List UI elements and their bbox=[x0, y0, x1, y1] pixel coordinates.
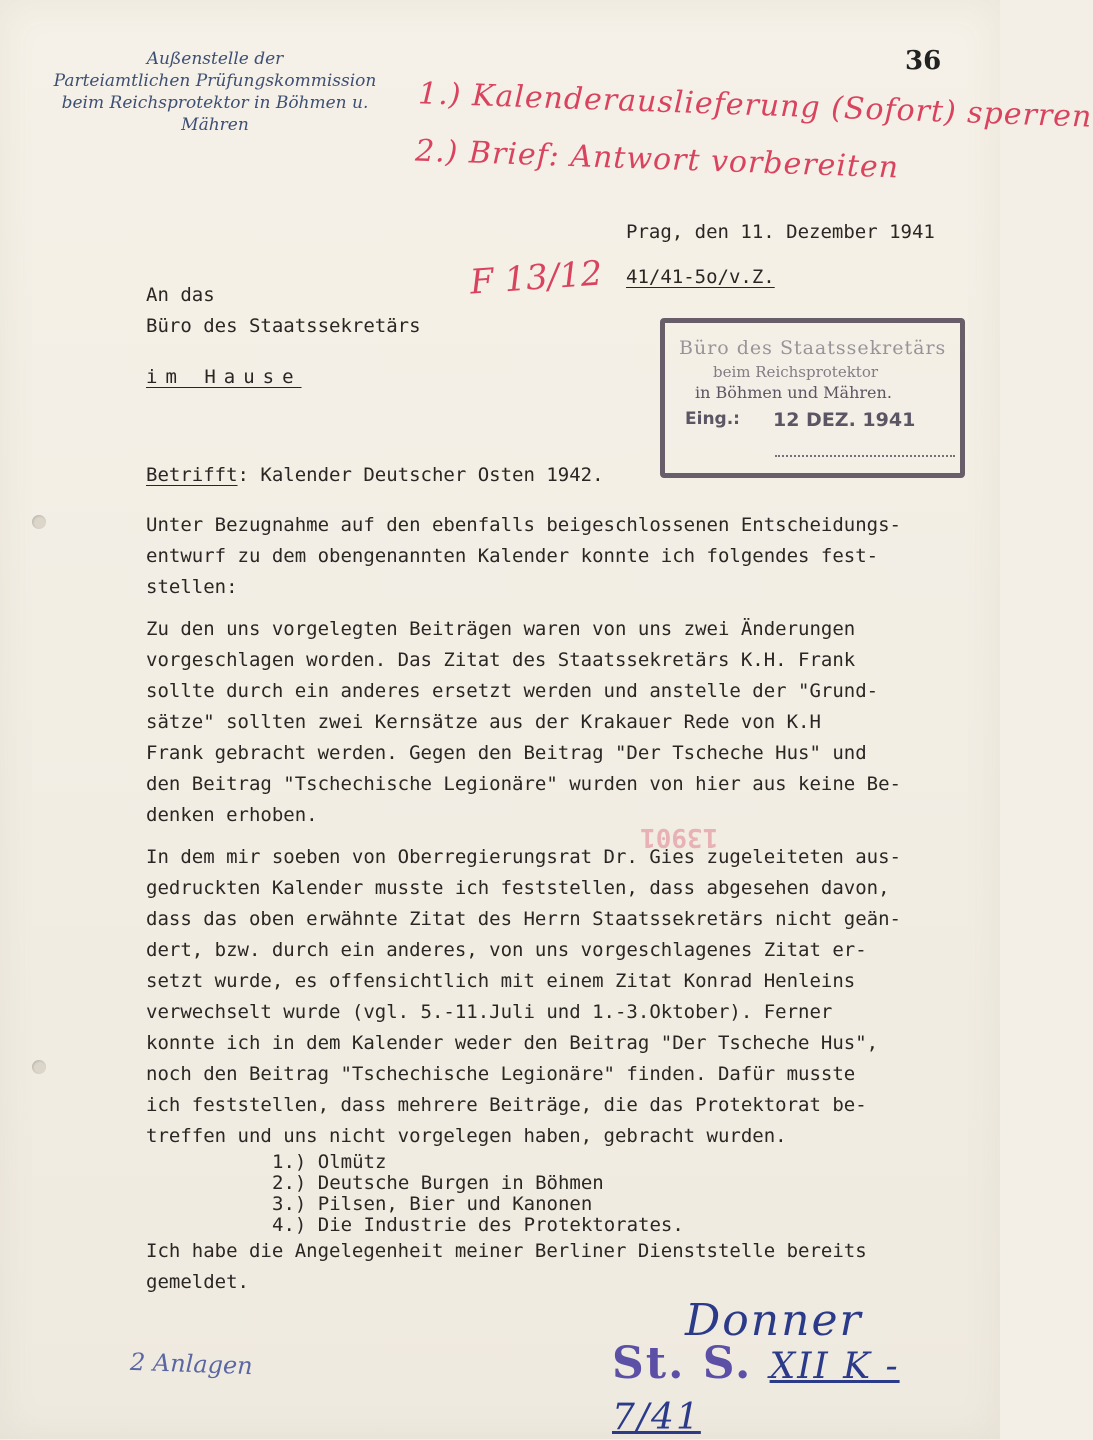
list-item: 4.) Die Industrie des Protektorates. bbox=[272, 1214, 684, 1236]
body-line: gedruckten Kalender musste ich feststellen, dass abgesehen davon, bbox=[146, 877, 890, 899]
punch-hole bbox=[32, 515, 46, 529]
faded-number-stamp: 13901 bbox=[640, 822, 719, 852]
received-stamp bbox=[660, 318, 965, 478]
body-line: Ich habe die Angelegenheit meiner Berliner Dienststelle bereits bbox=[146, 1240, 867, 1262]
body-line: verwechselt wurde (vgl. 5.-11.Juli und 1.-3.Oktober). Ferner bbox=[146, 1001, 833, 1023]
paragraph-1 bbox=[146, 510, 901, 603]
letterhead-line: beim Reichsprotektor in Böhmen u. bbox=[61, 93, 369, 113]
body-line: setzt wurde, es offensichtlich mit einem Zitat Konrad Henleins bbox=[146, 970, 856, 992]
enclosures-note: 2 Anlagen bbox=[129, 1347, 254, 1381]
body-line: konnte ich in dem Kalender weder den Beitrag "Der Tscheche Hus", bbox=[146, 1032, 879, 1054]
body-line: Unter Bezugnahme auf den ebenfalls beigeschlossenen Entscheidungs- bbox=[146, 514, 901, 536]
stamp-label: Eing.: bbox=[685, 409, 740, 429]
file-reference-stamp bbox=[612, 1338, 1000, 1440]
place-date: Prag, den 11. Dezember 1941 bbox=[626, 221, 935, 243]
stamp-date: 12 DEZ. 1941 bbox=[773, 409, 916, 431]
recipient-line: im Hause bbox=[146, 366, 302, 388]
body-line: sätze" sollten zwei Kernsätze aus der Krakauer Rede von K.H bbox=[146, 711, 821, 733]
body-line: Zu den uns vorgelegten Beiträgen waren von uns zwei Änderungen bbox=[146, 618, 856, 640]
handwritten-initials: F 13/12 bbox=[468, 253, 604, 303]
page-number: 36 bbox=[905, 46, 942, 76]
list-item: 1.) Olmütz bbox=[272, 1151, 387, 1173]
body-line: stellen: bbox=[146, 576, 238, 598]
body-line: Frank gebracht werden. Gegen den Beitrag "Der Tscheche Hus" und bbox=[146, 742, 867, 764]
handwritten-note-1: 1.) Kalenderauslieferung (Sofort) sperren bbox=[417, 76, 1093, 135]
letterhead-line: Parteiamtlichen Prüfungskommission bbox=[53, 71, 377, 91]
stamp-dotted-line bbox=[775, 455, 955, 457]
recipient-line: Büro des Staatssekretärs bbox=[146, 315, 421, 337]
body-line: denken erhoben. bbox=[146, 804, 318, 826]
reference-number: 41/41-5o/v.Z. bbox=[626, 266, 775, 288]
body-line: noch den Beitrag "Tschechische Legionäre" finden. Dafür musste bbox=[146, 1063, 856, 1085]
body-line: ich feststellen, dass mehrere Beiträge, die das Protektorat be- bbox=[146, 1094, 867, 1116]
body-line: dass das oben erwähnte Zitat des Herrn Staatssekretärs nicht geän- bbox=[146, 908, 901, 930]
stamp-line: in Böhmen und Mähren. bbox=[695, 383, 892, 402]
stamp-line: beim Reichsprotektor bbox=[713, 363, 879, 381]
handwritten-note-2: 2.) Brief: Antwort vorbereiten bbox=[414, 133, 900, 186]
recipient-line: An das bbox=[146, 284, 215, 306]
body-line: sollte durch ein anderes ersetzt werden und anstelle der "Grund- bbox=[146, 680, 879, 702]
punch-hole bbox=[32, 1060, 46, 1074]
letterhead-stamp bbox=[50, 48, 380, 136]
enumerated-list bbox=[272, 1152, 684, 1236]
body-line: vorgeschlagen worden. Das Zitat des Staatssekretärs K.H. Frank bbox=[146, 649, 856, 671]
list-item: 2.) Deutsche Burgen in Böhmen bbox=[272, 1172, 604, 1194]
letterhead-line: Mähren bbox=[181, 115, 249, 135]
paragraph-4 bbox=[146, 1236, 867, 1298]
handwritten-signature: Donner bbox=[685, 1295, 863, 1346]
paragraph-2 bbox=[146, 614, 901, 831]
subject-label: Betrifft bbox=[146, 464, 238, 486]
body-line: In dem mir soeben von Oberregierungsrat Dr. Gies zugeleiteten aus- bbox=[146, 846, 901, 868]
body-line: gemeldet. bbox=[146, 1271, 249, 1293]
subject-line bbox=[146, 460, 604, 491]
subject-text: : Kalender Deutscher Osten 1942. bbox=[237, 464, 604, 486]
file-ref-printed: St. S. bbox=[612, 1338, 753, 1389]
list-item: 3.) Pilsen, Bier und Kanonen bbox=[272, 1193, 593, 1215]
body-line: dert, bzw. durch ein anderes, von uns vorgeschlagenes Zitat er- bbox=[146, 939, 867, 961]
body-line: den Beitrag "Tschechische Legionäre" wurden von hier aus keine Be- bbox=[146, 773, 901, 795]
letterhead-line: Außenstelle der bbox=[146, 49, 284, 69]
paragraph-3 bbox=[146, 842, 901, 1152]
body-line: entwurf zu dem obengenannten Kalender konnte ich folgendes fest- bbox=[146, 545, 879, 567]
file-ref-handwritten: XII K - 7/41 bbox=[612, 1346, 900, 1438]
body-line: treffen und uns nicht vorgelegen haben, gebracht wurden. bbox=[146, 1125, 787, 1147]
stamp-line: Büro des Staatssekretärs bbox=[679, 337, 947, 359]
